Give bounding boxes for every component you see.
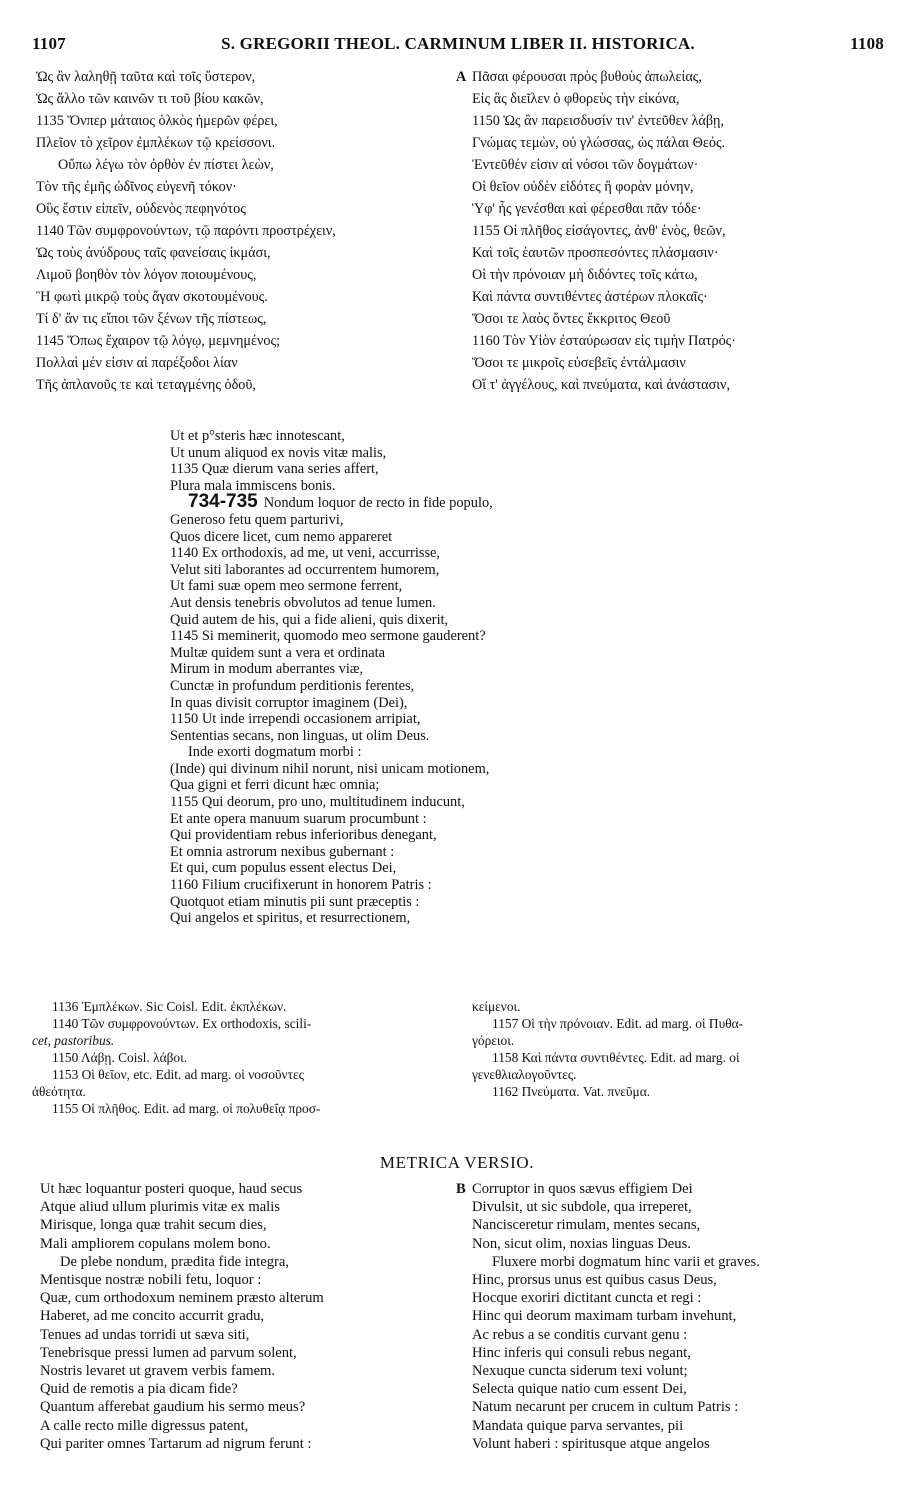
footnote-line: 1157 Οἱ τὴν πρόνοιαν. Edit. ad marg. οἱ Πυθα- <box>492 1016 744 1031</box>
greek-line: Οἱ θεῖον οὐδὲν εἰδότες ἢ φορὰν μόνην, <box>472 179 694 195</box>
column-number: 734-735 <box>188 491 258 513</box>
latin-line: Qui providentiam rebus inferioribus denegant, <box>170 827 437 844</box>
latin-line: Et qui, cum populus essent electus Dei, <box>170 860 397 877</box>
metrica-column-right <box>456 1180 892 1453</box>
running-title: S. GREGORII THEOL. CARMINUM LIBER II. HISTORICA. <box>221 34 695 53</box>
latin-line: Ut unum aliquod ex novis vitæ malis, <box>170 444 387 461</box>
latin-line: Generoso fetu quem parturivi, <box>170 511 344 528</box>
latin-line: Et ante opera manuum suarum procumbunt : <box>170 810 427 827</box>
verse-line: Haberet, ad me concito accurrit gradu, <box>40 1308 265 1325</box>
greek-line: Οἵ τ' ἀγγέλους, καὶ πνεύματα, καὶ ἀνάστασιν, <box>472 377 731 393</box>
verse-line: A calle recto mille digressus patent, <box>40 1417 249 1434</box>
greek-line: Ὑφ' ἧς γενέσθαι καὶ φέρεσθαι πᾶν τόδε· <box>472 201 702 217</box>
column-marker-a: A <box>456 69 467 85</box>
greek-line: Ἢ φωτὶ μικρῷ τοὺς ἄγαν σκοτουμένους. <box>36 289 268 305</box>
page-number-right: 1108 <box>850 34 884 53</box>
latin-line: 1155 Qui deorum, pro uno, multitudinem inducunt, <box>170 794 465 811</box>
footnote-line: κείμενοι. <box>472 999 521 1014</box>
verse-line: Quantum afferebat gaudium his sermo meus? <box>40 1399 306 1416</box>
greek-line: 1135 Ὅνπερ μάταιος ὁλκὸς ἡμερῶν φέρει, <box>36 113 278 129</box>
verse-line: Divulsit, ut sic subdole, qua irreperet, <box>472 1199 692 1216</box>
latin-line: Quotquot etiam minutis pii sunt præceptis : <box>170 893 420 910</box>
verse-line: Mali ampliorem copulans molem bono. <box>40 1235 271 1252</box>
verse-line: Ac rebus a se conditis curvant genu : <box>472 1326 688 1343</box>
verse-line: Mirisque, longa quæ trahit secum dies, <box>40 1217 267 1234</box>
greek-line: Οὓς ἔστιν εἰπεῖν, οὐδενὸς πεφηνότος <box>36 201 246 217</box>
greek-line: Ὅσοι τε μικροῖς εὐσεβεῖς ἐντάλμασιν <box>472 355 686 371</box>
greek-line: 1145 Ὅπως ἔχαιρον τῷ λόγῳ, μεμνημένος; <box>36 333 281 349</box>
column-marker-b: B <box>456 1181 466 1197</box>
footnote-line: 1136 Ἐμπλέκων. Sic Coisl. Edit. ἐκπλέκων. <box>52 999 287 1014</box>
latin-line: Ut et p°steris hæc innotescant, <box>170 428 345 444</box>
footnote-line: γόρειοι. <box>472 1033 515 1048</box>
verse-line: Qui pariter omnes Tartarum ad nigrum ferunt : <box>40 1435 312 1452</box>
latin-line: Qui angelos et spiritus, et resurrectionem, <box>170 910 411 927</box>
footnote-line: 1153 Οἱ θεῖον, etc. Edit. ad marg. οἱ νοσοῦντες <box>52 1067 304 1082</box>
verse-line: Hinc inferis qui consuli rebus negant, <box>472 1344 691 1361</box>
footnote-line: γενεθλιαλογοῦντες. <box>472 1067 577 1082</box>
latin-translation <box>170 428 770 927</box>
verse-line: Ut hæc loquantur posteri quoque, haud secus <box>40 1181 303 1197</box>
greek-line: Τί δ' ἄν τις εἴποι τῶν ξένων τῆς πίστεως, <box>36 311 267 327</box>
latin-line: 1150 Ut inde irrependi occasionem arripiat, <box>170 711 421 728</box>
running-header <box>32 34 884 56</box>
greek-line: 1160 Τὸν Υἱὸν ἐσταύρωσαν εἰς τιμὴν Πατρός· <box>472 333 737 349</box>
footnote-line: 1162 Πνεύματα. Vat. πνεῦμα. <box>492 1084 651 1099</box>
verse-line: Atque aliud ullum plurimis vitæ ex malis <box>40 1199 280 1216</box>
verse-line: Quæ, cum orthodoxum neminem præsto alterum <box>40 1290 324 1307</box>
verse-line: Nexuque cuncta siderum texi volunt; <box>472 1363 688 1380</box>
latin-line: Ut fami suæ opem meo sermone ferrent, <box>170 578 403 595</box>
greek-column-left <box>36 66 456 396</box>
verse-line: Fluxere morbi dogmatum hinc varii et graves. <box>492 1253 760 1270</box>
greek-line: 1155 Οἱ πλῆθος εἰσάγοντες, ἀνθ' ἑνὸς, θεῶν, <box>472 223 726 239</box>
latin-line: Inde exorti dogmatum morbi : <box>188 744 362 761</box>
verse-line: Non, sicut olim, noxias linguas Deus. <box>472 1235 691 1252</box>
footnotes-right <box>472 998 892 1100</box>
verse-line: Nostris levaret ut gravem verbis famem. <box>40 1363 276 1380</box>
metrica-column-left <box>40 1180 450 1453</box>
latin-line: Quid autem de his, qui a fide alieni, quis dixerit, <box>170 611 449 628</box>
greek-line: Γνώμας τεμὼν, οὐ γλώσσας, ὡς πάλαι Θεός. <box>472 135 726 151</box>
footnote-line: 1150 Λάβῃ. Coisl. λάβοι. <box>52 1050 188 1065</box>
greek-line: Οὔπω λέγω τὸν ὀρθὸν ἐν πίστει λεὼν, <box>58 157 274 173</box>
footnote-line: cet, pastoribus. <box>32 1033 115 1048</box>
greek-line: Ὅσοι τε λαὸς ὄντες ἔκκριτος Θεοῦ <box>472 311 671 327</box>
footnotes-left <box>32 998 457 1117</box>
verse-line: Selecta quique natio cum essent Dei, <box>472 1381 687 1398</box>
latin-line: 1140 Ex orthodoxis, ad me, ut veni, accurrisse, <box>170 545 441 562</box>
latin-line: Et omnia astrorum nexibus gubernant : <box>170 843 395 860</box>
greek-line: Πολλαὶ μέν εἰσιν αἱ παρέξοδοι λίαν <box>36 355 238 371</box>
footnote-line: ἀθεότητα. <box>32 1084 86 1099</box>
greek-line: Τὸν τῆς ἐμῆς ὠδῖνος εὐγενῆ τόκον· <box>36 179 237 195</box>
greek-line: 1140 Τῶν συμφρονούντων, τῷ παρόντι προστρέχειν, <box>36 223 336 239</box>
verse-line: Hinc qui deorum maximam turbam invehunt, <box>472 1308 737 1325</box>
latin-line: 1160 Filium crucifixerunt in honorem Patris : <box>170 877 432 894</box>
greek-line: Εἰς ἃς διεῖλεν ὁ φθορεὺς τὴν εἰκόνα, <box>472 91 680 107</box>
verse-line: Mentisque nostræ nobili fetu, loquor : <box>40 1272 262 1289</box>
latin-line: 734-735 Nondum loquor de recto in fide populo, <box>168 494 770 512</box>
verse-line: Natum necarunt per crucem in cultum Patris : <box>472 1399 739 1416</box>
footnote-line: 1140 Τῶν συμφρονούντων. Ex orthodoxis, scili- <box>52 1016 312 1031</box>
page-number-left: 1107 <box>32 34 66 53</box>
verse-line: Tenebrisque pressi lumen ad parvum solent, <box>40 1344 297 1361</box>
verse-line: Quid de remotis a pia dicam fide? <box>40 1381 238 1398</box>
greek-line: Πλεῖον τὸ χεῖρον ἐμπλέκων τῷ κρείσσονι. <box>36 135 276 151</box>
verse-line: De plebe nondum, prædita fide integra, <box>60 1253 289 1270</box>
greek-line: Ὡς ἂν λαληθῇ ταῦτα καὶ τοῖς ὕστερον, <box>36 69 256 85</box>
metrica-versio-heading: METRICA VERSIO. <box>379 1153 535 1172</box>
latin-line: Velut siti laborantes ad occurrentem humorem, <box>170 561 440 578</box>
greek-line: Τῆς ἀπλανοῦς τε καὶ τεταγμένης ὁδοῦ, <box>36 377 256 393</box>
greek-line: Καὶ τοῖς ἑαυτῶν προσπεσόντες πλάσμασιν· <box>472 245 719 261</box>
verse-line: Mandata quique parva servantes, pii <box>472 1417 684 1434</box>
footnote-line: 1155 Οἱ πλῆθος. Edit. ad marg. οἱ πολυθεΐᾳ προσ- <box>52 1101 321 1116</box>
verse-line: Tenues ad undas torridi ut sæva siti, <box>40 1326 250 1343</box>
latin-line: Mirum in modum aberrantes viæ, <box>170 661 364 678</box>
greek-line: Ὡς ἄλλο τῶν καινῶν τι τοῦ βίου κακῶν, <box>36 91 264 107</box>
latin-line: Sententias secans, non linguas, ut olim Deus. <box>170 727 430 744</box>
greek-line: Πᾶσαι φέρουσαι πρὸς βυθοὺς ἀπωλείας, <box>472 69 702 85</box>
latin-line: Aut densis tenebris obvolutos ad tenue lumen. <box>170 594 436 611</box>
greek-line: Ὡς τοὺς ἀνύδρους ταῖς φανείσαις ἰκμάσι, <box>36 245 271 261</box>
latin-line: Qua gigni et ferri dicunt hæc omnia; <box>170 777 380 794</box>
latin-line: 1145 Si meminerit, quomodo meo sermone gauderent? <box>170 628 486 645</box>
greek-column-right <box>456 66 892 396</box>
verse-line: Nancisceretur rimulam, mentes secans, <box>472 1217 701 1234</box>
latin-line: In quas divisit corruptor imaginem (Dei), <box>170 694 408 711</box>
greek-line: Λιμοῦ βοηθὸν τὸν λόγον ποιουμένους, <box>36 267 257 283</box>
latin-line: Cunctæ in profundum perditionis ferentes, <box>170 677 415 694</box>
footnote-line: 1158 Καὶ πάντα συντιθέντες. Edit. ad marg. οἱ <box>492 1050 740 1065</box>
greek-line: Καὶ πάντα συντιθέντες ἀστέρων πλοκαῖς· <box>472 289 708 305</box>
greek-line: 1150 Ὡς ἂν παρεισδυσίν τιν' ἐντεῦθεν λάβῃ, <box>472 113 725 129</box>
latin-line: 1135 Quæ dierum vana series affert, <box>170 461 379 478</box>
verse-line: Hinc, prorsus unus est quibus casus Deus, <box>472 1272 717 1289</box>
verse-line: Hocque exoriri dictitant cuncta et regi : <box>472 1290 702 1307</box>
latin-line: (Inde) qui divinum nihil norunt, nisi unicam motionem, <box>170 760 490 777</box>
greek-line: Οἱ τὴν πρόνοιαν μὴ διδόντες τοῖς κάτω, <box>472 267 698 283</box>
latin-line: Plura mala immiscens bonis. <box>170 477 336 494</box>
verse-line: Volunt haberi : spiritusque atque angelos <box>472 1435 710 1452</box>
latin-line: Multæ quidem sunt a vera et ordinata <box>170 644 386 661</box>
greek-line: Ἐντεῦθέν εἰσιν αἱ νόσοι τῶν δογμάτων· <box>472 157 699 173</box>
latin-line: Quos dicere licet, cum nemo appareret <box>170 528 393 545</box>
verse-line: Corruptor in quos sævus effigiem Dei <box>472 1181 693 1197</box>
